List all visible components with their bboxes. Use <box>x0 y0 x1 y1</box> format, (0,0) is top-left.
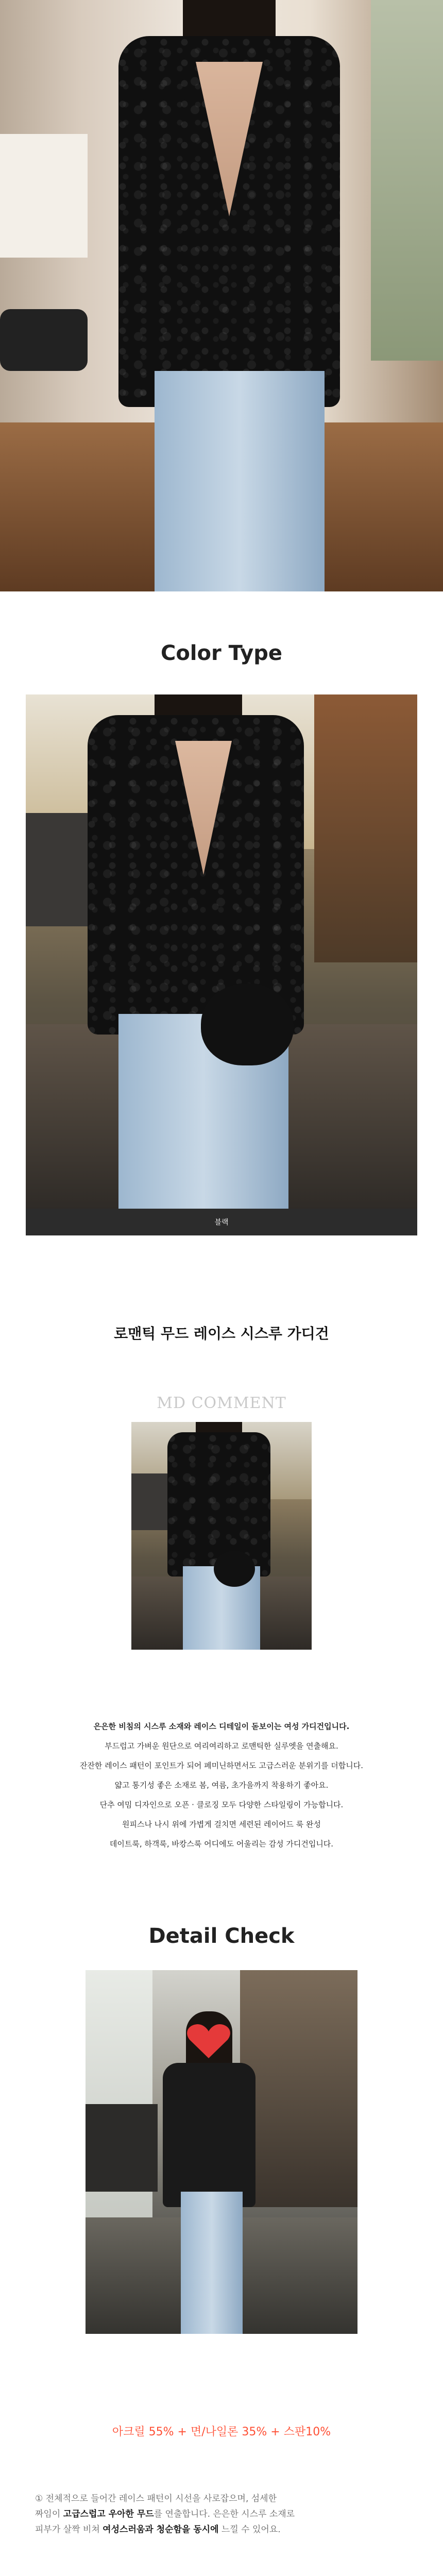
hero-photo <box>0 0 443 591</box>
md-comment-photo <box>131 1422 312 1650</box>
md-comment-heading: MD COMMENT <box>157 1394 286 1412</box>
detail-check-title: Detail Check <box>148 1924 295 1948</box>
handbag-icon <box>201 983 294 1065</box>
color-caption: 블랙 <box>26 1209 417 1235</box>
handbag-icon <box>214 1551 255 1587</box>
color-type-title: Color Type <box>160 641 283 665</box>
detail-photo <box>86 1970 357 2334</box>
product-name: 로맨틱 무드 레이스 시스루 가디건 <box>114 1325 329 1342</box>
color-photo <box>26 694 417 1209</box>
material-text: 아크릴 55% + 면/나일론 35% + 스판10% <box>112 2426 331 2438</box>
